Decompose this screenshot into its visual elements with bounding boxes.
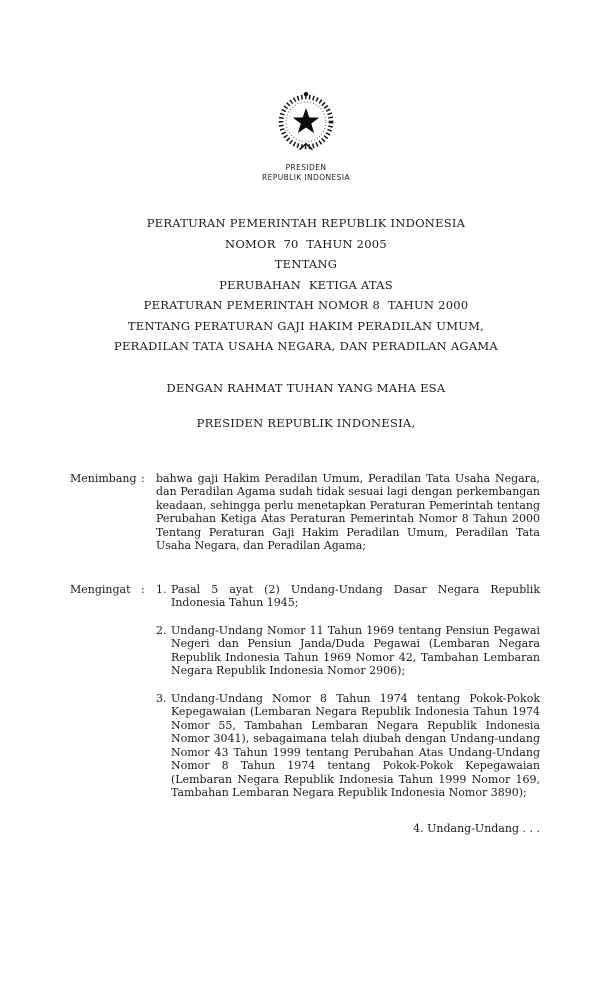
title-line-7: PERADILAN TATA USAHA NEGARA, DAN PERADILAN AGAMA	[114, 339, 498, 353]
recalling-item-text: Pasal 5 ayat (2) Undang-Undang Dasar Negara Republik Indonesia Tahun 1945;	[171, 582, 540, 609]
recalling-clause	[70, 583, 540, 800]
recalling-separator: :	[141, 582, 145, 596]
recalling-item-text: Undang-Undang Nomor 11 Tahun 1969 tentang Pensiun Pegawai Negeri dan Pensiun Janda/Duda Pegawai (Lembaran Negara Republik Indonesia Tahun 1969 Nomor 42, Tambahan Lembaran Negara Republik Indonesia Nomor 2906);	[171, 623, 540, 677]
document-title	[0, 213, 612, 357]
state-emblem-icon	[269, 84, 343, 158]
title-line-2: NOMOR 70 TAHUN 2005	[225, 236, 387, 251]
recalling-list	[156, 583, 540, 800]
org-name-republik: REPUBLIK INDONESIA	[262, 173, 350, 182]
considering-clause	[70, 472, 540, 553]
authority-line: PRESIDEN REPUBLIK INDONESIA,	[196, 415, 416, 430]
recalling-item-number: 1.	[156, 582, 167, 596]
catchword: 4. Undang-Undang . . .	[413, 821, 540, 835]
considering-separator: :	[141, 471, 145, 485]
document-body	[0, 472, 612, 836]
org-name-presiden: PRESIDEN	[285, 163, 327, 172]
title-line-3: TENTANG	[274, 257, 338, 271]
title-line-1: PERATURAN PEMERINTAH REPUBLIK INDONESIA	[146, 216, 466, 230]
recalling-item	[156, 583, 540, 610]
title-line-6: TENTANG PERATURAN GAJI HAKIM PERADILAN UMUM,	[127, 318, 485, 333]
title-line-4: PERUBAHAN KETIGA ATAS	[219, 277, 393, 292]
recalling-item-text: Undang-Undang Nomor 8 Tahun 1974 tentang Pokok-Pokok Kepegawaian (Lembaran Negara Republik Indonesia Tahun 1974 Nomor 55, Tambahan Lembaran Negara Republik Indonesia Nomor 3041), sebagaimana telah diubah dengan Undang-undang Nomor 43 Tahun 1999 tentang Perubahan Atas Undang-Undang Nomor 8 Tahun 1974 tentang Pokok-Pokok Kepegawaian (Lembaran Negara Republik Indonesia Tahun 1999 Nomor 169, Tambahan Lembaran Negara Republik Indonesia Nomor 3890);	[171, 691, 540, 799]
title-line-5: PERATURAN PEMERINTAH NOMOR 8 TAHUN 2000	[143, 298, 469, 312]
considering-label: Menimbang	[70, 471, 137, 485]
invocation-line: DENGAN RAHMAT TUHAN YANG MAHA ESA	[166, 380, 446, 395]
considering-text: bahwa gaji Hakim Peradilan Umum, Peradilan Tata Usaha Negara, dan Peradilan Agama sudah tidak sesuai lagi dengan perkembangan keadaan, sehingga perlu menetapkan Peraturan Pemerintah tentang Perubahan Ketiga Atas Peraturan Pemerintah Nomor 8 Tahun 2000 Tentang Peraturan Gaji Hakim Peradilan Umum, Peradilan Tata Usaha Negara, dan Peradilan Agama;	[156, 471, 540, 552]
letterhead	[0, 0, 612, 183]
recalling-item	[156, 624, 540, 678]
recalling-item-number: 3.	[156, 691, 167, 705]
recalling-item-number: 2.	[156, 623, 167, 637]
recalling-label: Mengingat	[70, 582, 131, 596]
recalling-item	[156, 692, 540, 800]
